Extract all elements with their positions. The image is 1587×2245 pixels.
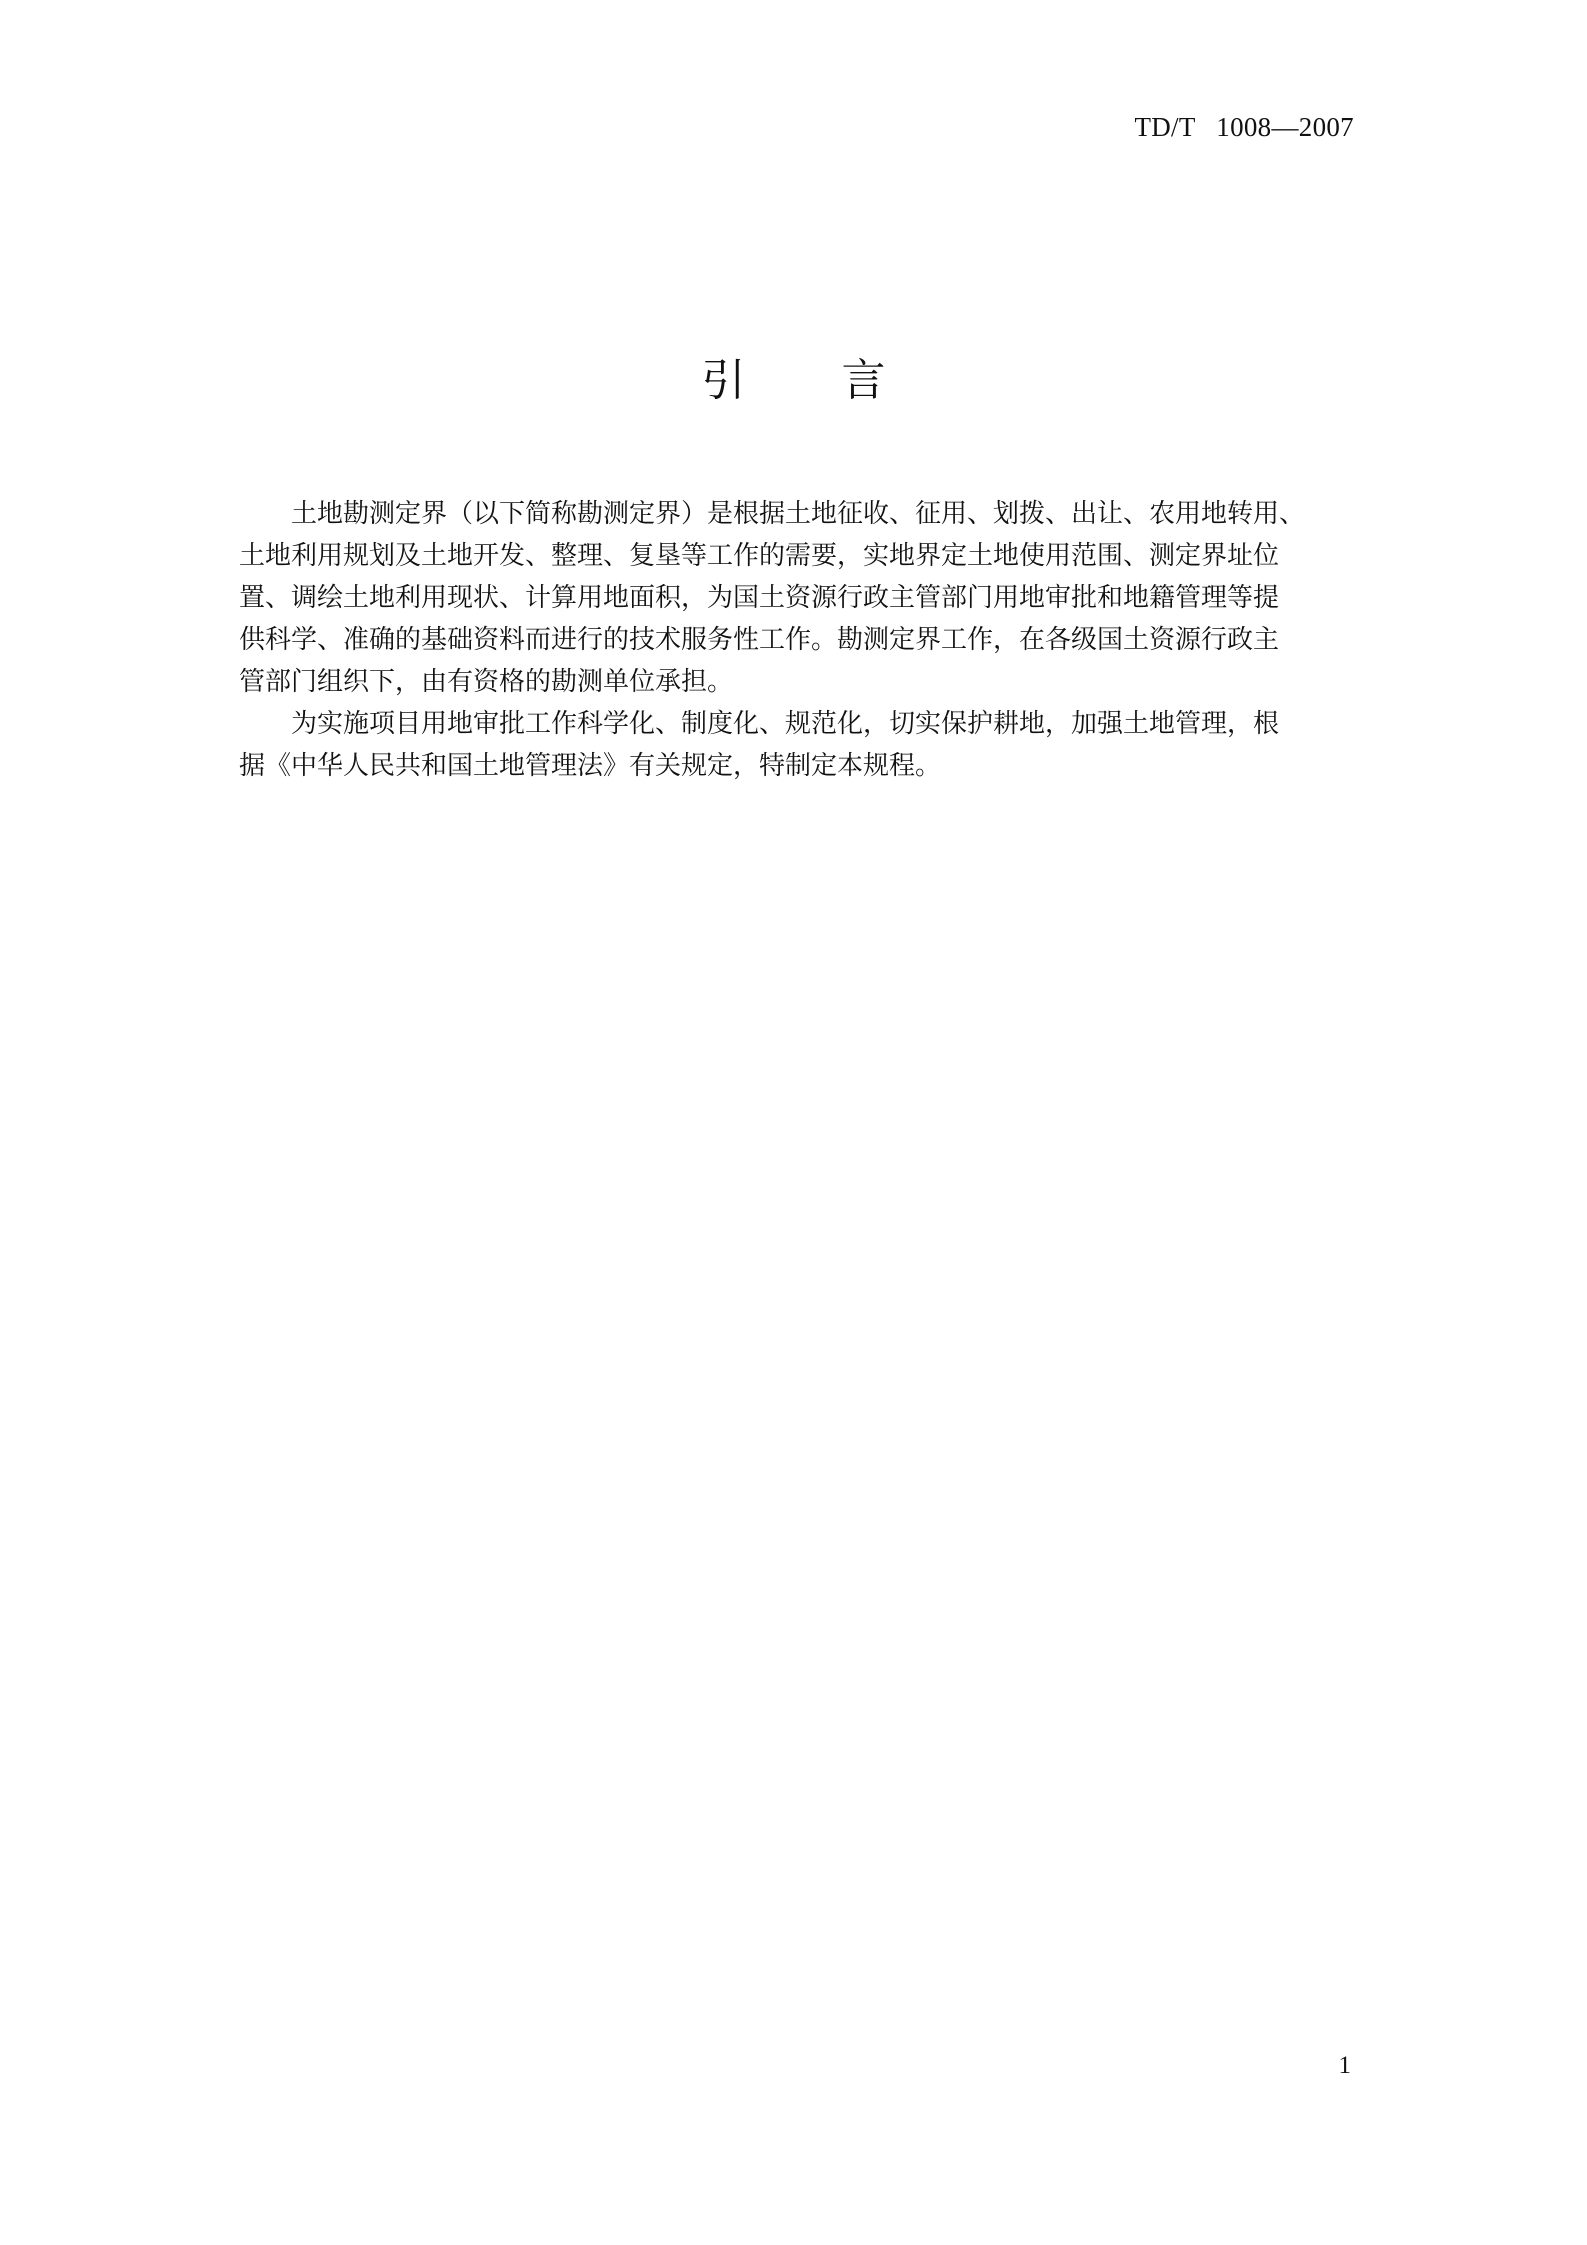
- paragraph-1: 土地勘测定界（以下简称勘测定界）是根据土地征收、征用、划拨、出让、农用地转用、 土地利用规划及土地开发、整理、复垦等工作的需要，实地界定土地使用范围、测定界址位 置、调绘土地利用现状、计算用地面积，为国土资源行政主管部门用地审批和地籍管理等提 供科学、准确的基础资料而进行的技术服务性工作。勘测定界工作，在各级国土资源行政主 管部门组织下，由有资格的勘测单位承担。: [239, 499, 1306, 697]
- paragraph-2: 为实施项目用地审批工作科学化、制度化、规范化，切实保护耕地，加强土地管理，根 据《中华人民共和国土地管理法》有关规定，特制定本规程。: [239, 709, 1280, 781]
- standard-code: TD/T 1008—2007: [1134, 112, 1354, 142]
- body-text: [239, 493, 1351, 787]
- page-number: 1: [1338, 2052, 1351, 2079]
- page-title: 引言: [701, 355, 982, 406]
